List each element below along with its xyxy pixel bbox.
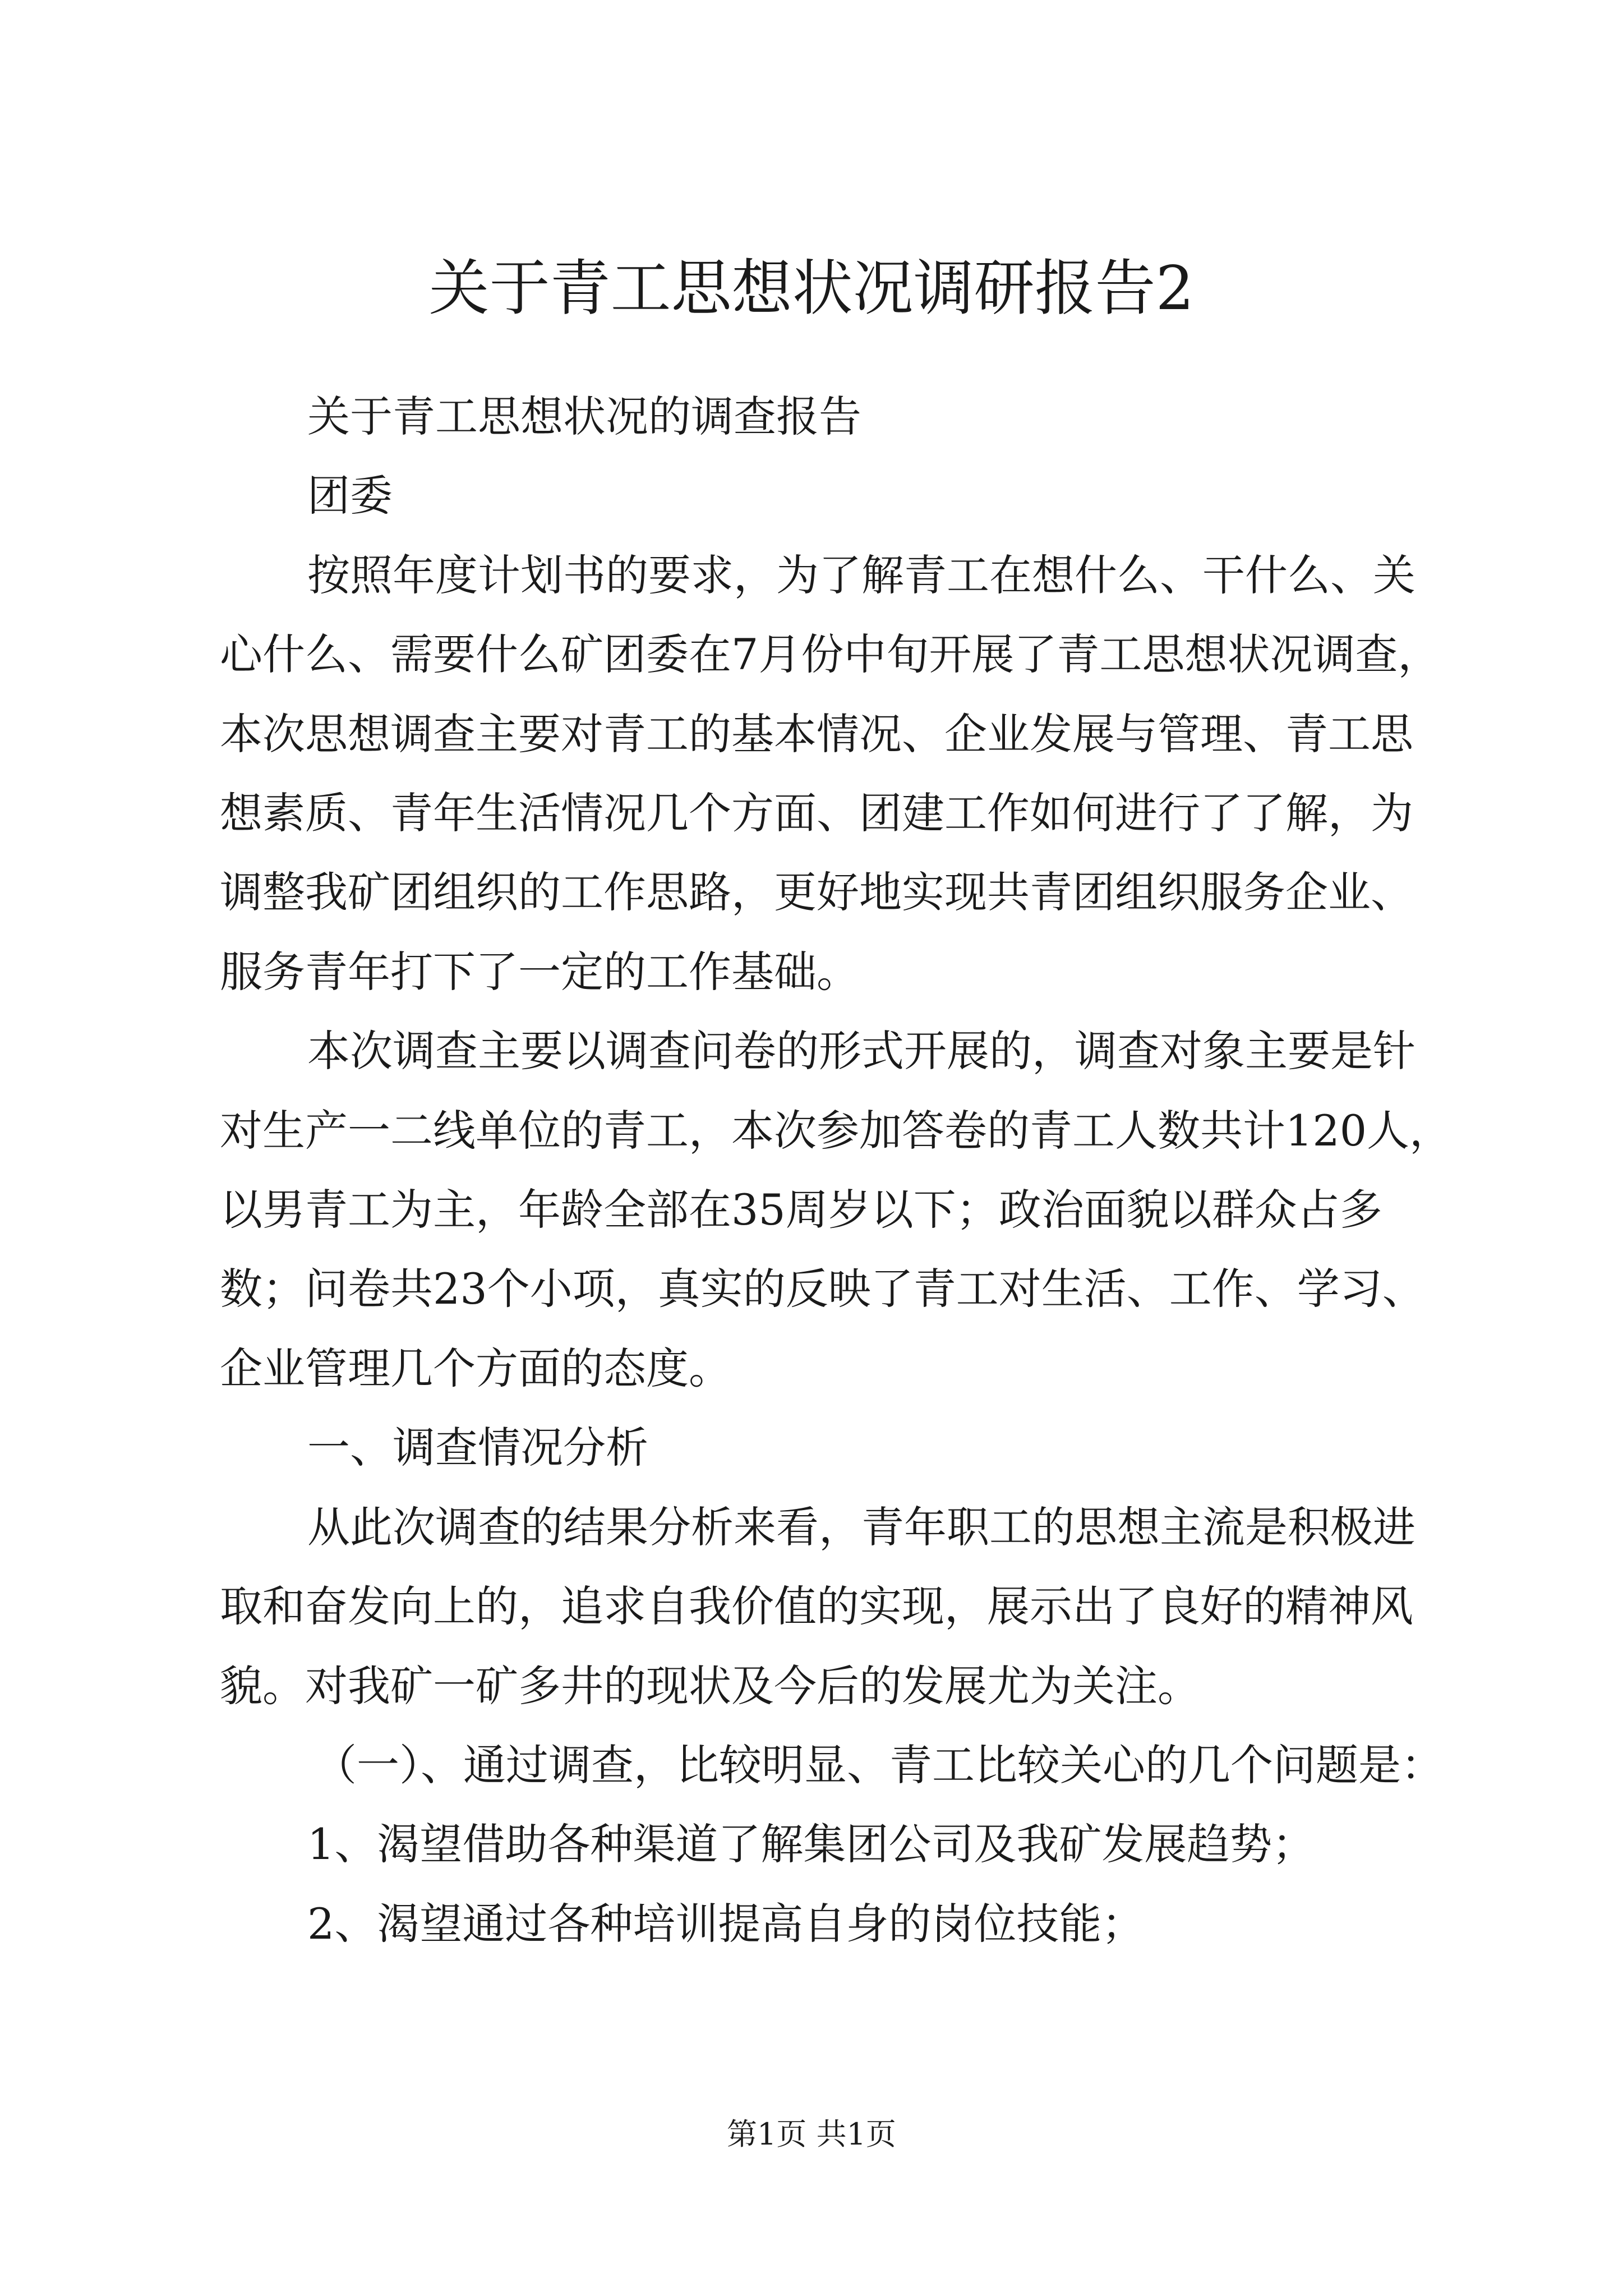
paragraph-line: 本次思想调查主要对青工的基本情况、企业发展与管理、青工思 [220,708,1413,759]
document-author: 团委 [307,471,393,521]
paragraph-line: 心什么、需要什么矿团委在7月份中旬开展了青工思想状况调查， [220,629,1441,680]
paragraph-line: 调整我矿团组织的工作思路，更好地实现共青团组织服务企业、 [220,867,1413,918]
paragraph-line: 服务青年打下了一定的工作基础。 [220,946,859,997]
document-subtitle: 关于青工思想状况的调查报告 [307,392,861,441]
paragraph-line: 本次调查主要以调查问卷的形式开展的，调查对象主要是针 [307,1026,1415,1076]
paragraph-line: 按照年度计划书的要求，为了解青工在想什么、干什么、关 [307,550,1415,600]
list-item: 1、渴望借助各种渠道了解集团公司及我矿发展趋势； [307,1819,1315,1870]
paragraph-line: 貌。对我矿一矿多井的现状及今后的发展尤为关注。 [220,1660,1200,1711]
numbered-list [220,1805,1420,1963]
paragraph-line: 企业管理几个方面的态度。 [220,1343,731,1393]
section-heading: 一、调查情况分析 [307,1423,648,1473]
paragraph-2 [220,1011,1453,1408]
paragraph-line: 以男青工为主，年龄全部在35周岁以下；政治面貌以群众占多 [220,1185,1382,1235]
paragraph-line: 从此次调查的结果分析来看，青年职工的思想主流是积极进 [307,1502,1415,1552]
paragraph-line: 数；问卷共23个小项，真实的反映了青工对生活、工作、学习、 [220,1264,1425,1314]
document-title: 关于青工思想状况调研报告2 [428,254,1195,324]
document-body [220,377,1453,1963]
page-number-footer: 第1页 共1页 [727,2116,896,2152]
paragraph-1 [220,536,1441,1011]
paragraph-line: 取和奋发向上的，追求自我价值的实现，展示出了良好的精神风 [220,1581,1413,1632]
list-item: 2、渴望通过各种培训提高自身的岗位技能； [307,1898,1145,1949]
subsection-heading: （一）、通过调查，比较明显、青工比较关心的几个问题是： [314,1740,1444,1790]
paragraph-line: 对生产一二线单位的青工，本次参加答卷的青工人数共计120人， [220,1105,1453,1156]
paragraph-3 [220,1488,1420,1726]
paragraph-line: 想素质、青年生活情况几个方面、团建工作如何进行了了解，为 [220,788,1413,839]
